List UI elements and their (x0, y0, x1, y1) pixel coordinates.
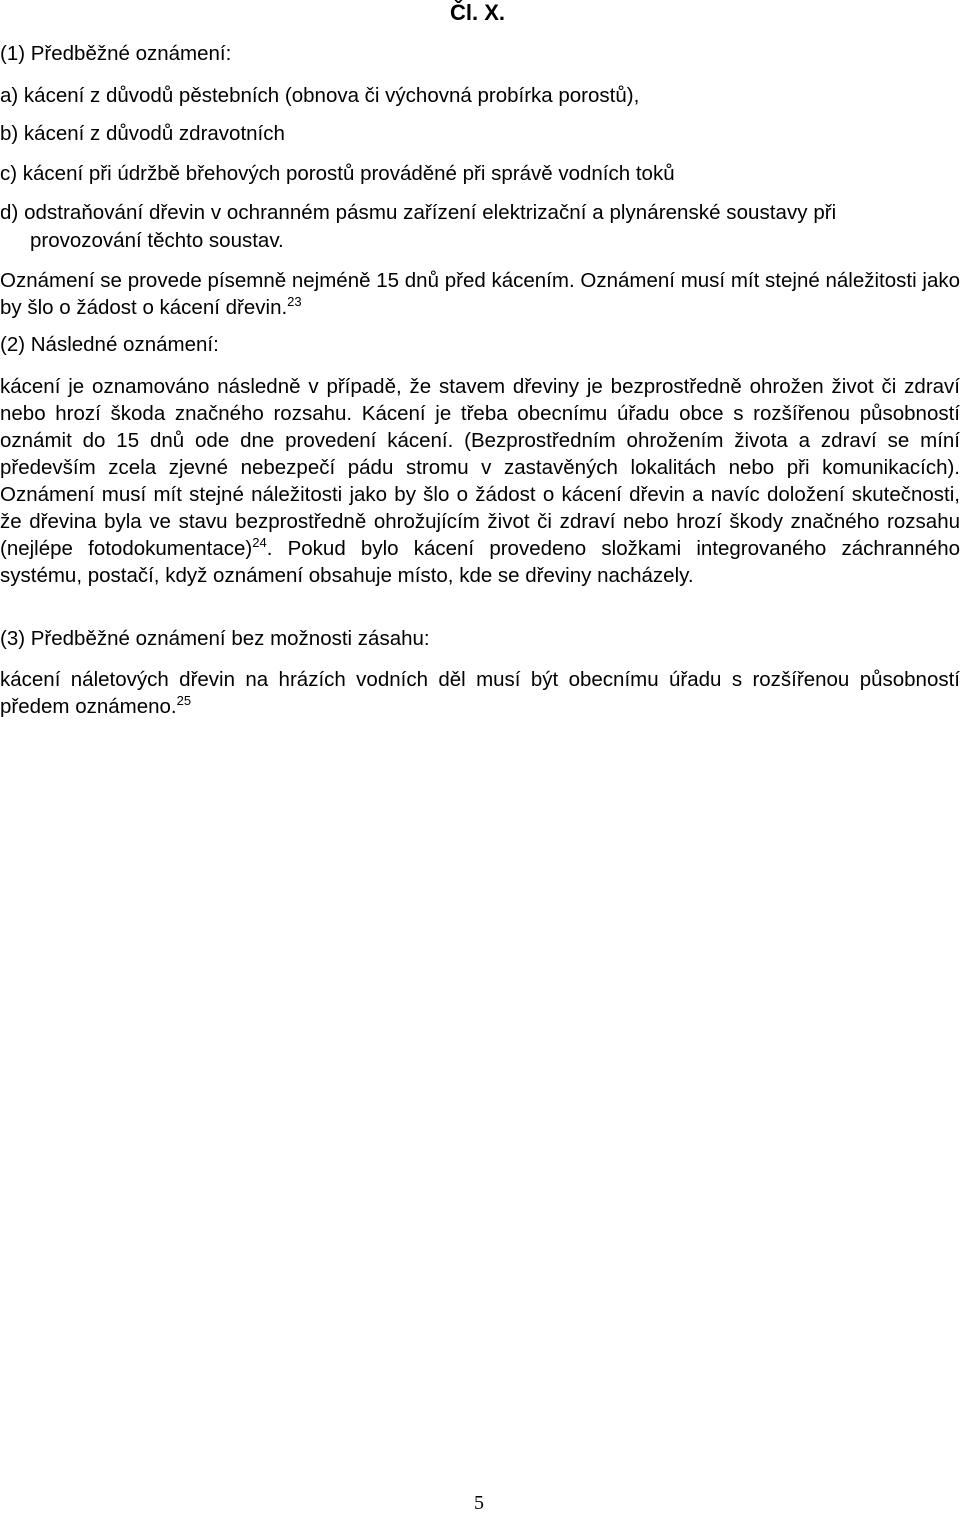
footnote-ref-23: 23 (287, 294, 302, 309)
footnote-ref-25: 25 (176, 693, 192, 708)
section-3-title: (3) Předběžné oznámení bez možnosti zásahu: (0, 627, 430, 650)
section-1-item-c: c) kácení při údržbě břehových porostů prováděné při správě vodních toků (0, 162, 675, 185)
section-3-text: kácení náletových dřevin na hrázích vodních děl musí být obecnímu úřadu s rozšířenou působností předem oznámeno. (0, 668, 960, 718)
section-3-body (0, 666, 960, 720)
section-2-text-part1: kácení je oznamováno následně v případě, že stavem dřeviny je bezprostředně ohrožen život či zdraví nebo hrozí škoda značného rozsahu. Kácení je třeba obecnímu úřadu obce s rozšířenou působností oznámit do 15 dnů ode dne provedení kácení. (Bezprostředním ohrožením života a zdraví se míní především zcela zjevné nebezpečí pádu stromu v zastavěných lokalitách nebo při komunikacích). Oznámení musí mít stejné náležitosti jako by šlo o žádost o kácení dřevin a navíc doložení skutečnosti, že dřevina byla ve stavu bezprostředně ohrožujícím život či zdraví nebo hrozí škody značného rozsahu (nejlépe fotodokumentace) (0, 375, 960, 560)
section-1-note (0, 267, 960, 321)
footnote-ref-24: 24 (252, 535, 267, 550)
section-1-title: (1) Předběžné oznámení: (0, 42, 232, 65)
section-1-item-b: b) kácení z důvodů zdravotních (0, 122, 285, 145)
article-heading: Čl. X. (450, 0, 506, 25)
section-2-text-part2: . Pokud bylo kácení provedeno složkami integrovaného záchranného systému, postačí, když oznámení obsahuje místo, kde se dřeviny nacházely. (0, 537, 960, 587)
section-1-item-d-continuation: provozování těchto soustav. (30, 229, 284, 252)
section-1-item-a: a) kácení z důvodů pěstebních (obnova či výchovná probírka porostů), (0, 84, 640, 107)
section-2-body (0, 373, 960, 589)
section-2-title: (2) Následné oznámení: (0, 333, 219, 356)
section-1-note-text: Oznámení se provede písemně nejméně 15 dnů před kácením. Oznámení musí mít stejné náležitosti jako by šlo o žádost o kácení dřevin. (0, 269, 960, 319)
section-1-item-d: d) odstraňování dřevin v ochranném pásmu zařízení elektrizační a plynárenské soustavy při (0, 201, 837, 224)
page-number: 5 (474, 1492, 484, 1514)
